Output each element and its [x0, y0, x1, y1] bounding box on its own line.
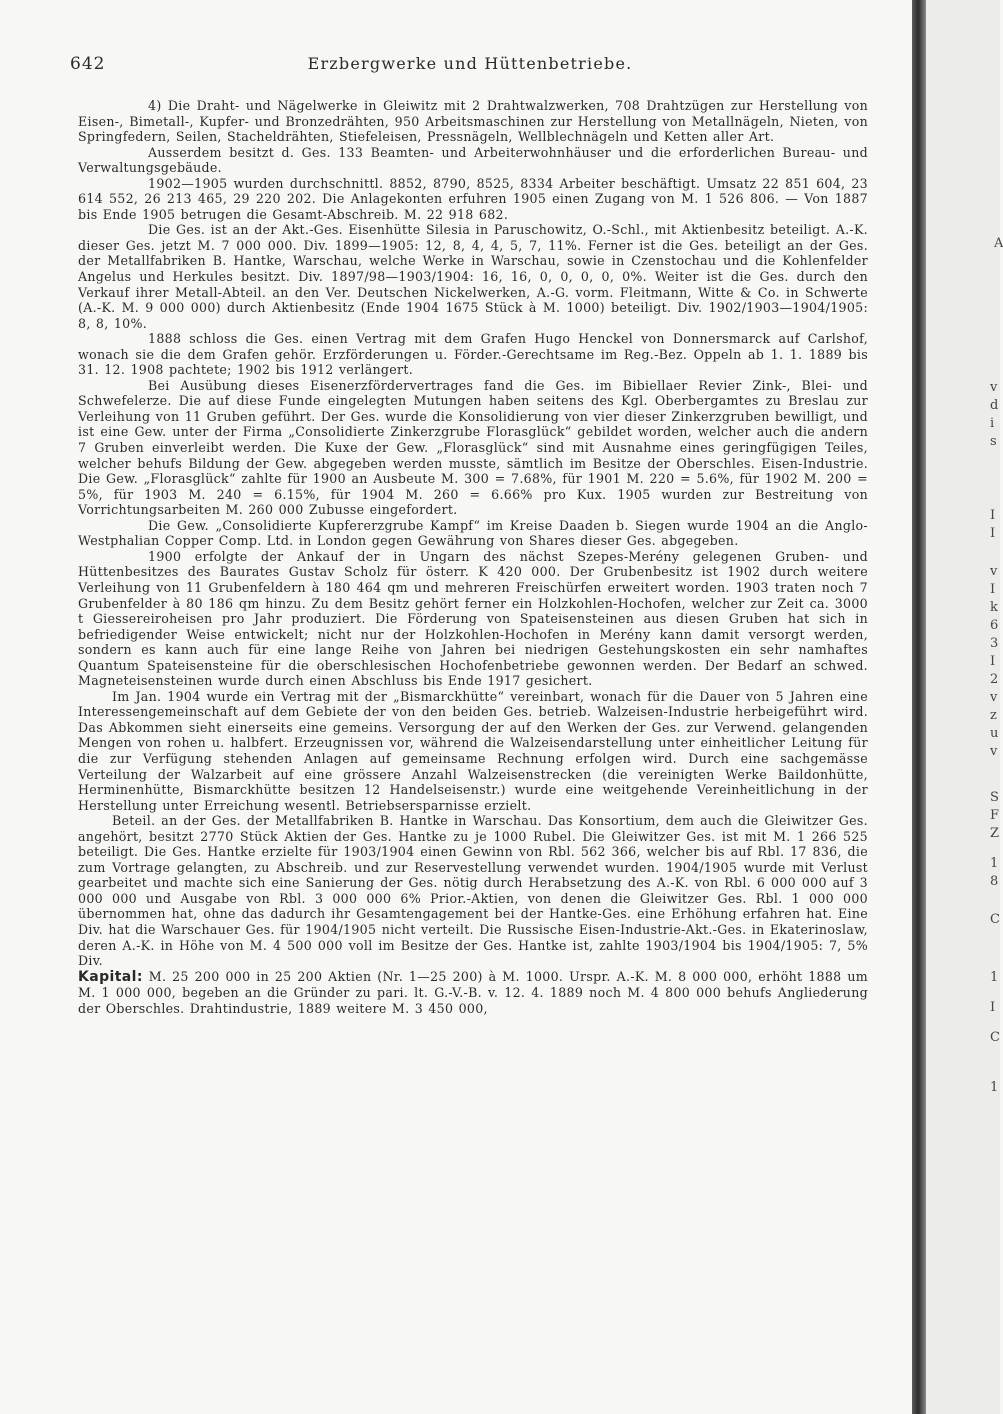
paragraph-kupfererzgrube-kampf: Die Gew. „Consolidierte Kupfererzgrube Kampf“ im Kreise Daaden b. Siegen wurde 1904 an die Anglo-Westphalian Copper Comp. Ltd. in London gegen Gewährung von Shares dieser Ges. abgegeben. [78, 517, 868, 549]
margin-letter: I [990, 582, 996, 597]
paragraph-kapital [78, 969, 868, 1017]
kapital-label: Kapital: [78, 968, 143, 985]
margin-letter: 1 [990, 856, 999, 871]
margin-letter: z [990, 708, 997, 723]
paragraph-wohnhaeuser: Ausserdem besitzt d. Ges. 133 Beamten- und Arbeiterwohnhäuser und die erforderlichen Bureau- und Verwaltungsgebäude. [78, 144, 868, 176]
page-number: 642 [70, 54, 106, 74]
running-title: Erzbergwerke und Hüttenbetriebe. [307, 54, 633, 73]
paragraph-bismarckhuette: Im Jan. 1904 wurde ein Vertrag mit der „Bismarckhütte“ vereinbart, wonach für die Dauer von 5 Jahren eine Interessengemeinschaft auf dem Gebiete der von den beiden Ges. betrieb. Walzeisen-Industrie herbeigeführt wird. Das Abkommen sieht einerseits eine gemeins. Versorgung der auf den Werken der Ges. zur Verwend. gelangenden Mengen von rohen u. halbfert. Erzeugnissen vor, während die Walzeisendarstellung unter einheitlicher Leitung für die zur Verfügung stehenden Anlagen auf gemeinsame Rechnung erfolgen wird. Durch eine sachgemässe Verteilung der Walzarbeit auf eine grössere Anzahl Walzeisenstrecken (die vereinigten Werke Baildonhütte, Herminenhütte, Bismarckhütte besitzen 12 Handelseisenstr.) wurde eine weitgehende Vereinheitlichung in der Herstellung unter Erreichung wesentl. Betriebsersparnisse erzielt. [78, 688, 868, 813]
paragraph-vertrag-henckel: 1888 schloss die Ges. einen Vertrag mit dem Grafen Hugo Henckel von Donnersmarck auf Carlshof, wonach sie die dem Grafen gehör. Erzförderungen u. Förder.-Gerechtsame im Reg.-Bez. Oppeln ab 1. 1. 1889 bis 31. 12. 1908 pachtete; 1902 bis 1912 verlängert. [78, 331, 868, 378]
margin-letter: 8 [990, 874, 999, 889]
adjacent-page-strip [926, 0, 1003, 1414]
margin-letter: Z [990, 826, 1000, 841]
margin-letter: A [994, 236, 1003, 251]
margin-letter: I [990, 654, 996, 669]
margin-letter: d [990, 398, 999, 413]
margin-letter: F [990, 808, 1000, 823]
margin-letter: k [990, 600, 998, 615]
margin-letter: i [990, 416, 995, 431]
paragraph-hantke: Beteil. an der Ges. der Metallfabriken B. Hantke in Warschau. Das Konsortium, dem auch die Gleiwitzer Ges. angehört, besitzt 2770 Stück Aktien der Ges. Hantke zu je 1000 Rubel. Die Gleiwitzer Ges. ist mit M. 1 266 525 beteiligt. Die Ges. Hantke erzielte für 1903/1904 einen Gewinn von Rbl. 562 366, welcher bis auf Rbl. 17 836, die zum Vortrage gelangten, zu Abschreib. und zur Reservestellung verwendet wurden. 1904/1905 wurde mit Verlust gearbeitet und machte sich eine Sanierung der Ges. nötig durch Herabsetzung des A.-K. von Rbl. 6 000 000 auf 3 000 000 und Ausgabe von Rbl. 3 000 000 6% Prior.-Aktien, von denen die Gleiwitzer Ges. Rbl. 1 000 000 übernommen hat, ohne das dadurch ihr Gesamtengagement bei der Hantke-Ges. eine Erhöhung erfahren hat. Eine Div. hat die Warschauer Ges. für 1904/1905 nicht verteilt. Die Russische Eisen-Industrie-Akt.-Ges. in Ekaterinoslaw, deren A.-K. in Höhe von M. 4 500 000 voll im Besitze der Ges. Hantke ist, zahlte 1903/1904 bis 1904/1905: 7, 5% Div. [78, 813, 868, 969]
margin-letter: 1 [990, 970, 999, 985]
margin-letter: 2 [990, 672, 999, 687]
margin-letter: I [990, 526, 996, 541]
kapital-text: M. 25 200 000 in 25 200 Aktien (Nr. 1—25 200) à M. 1000. Urspr. A.-K. M. 8 000 000, erhöht 1888 um M. 1 000 000, begeben an die Gründer zu pari. lt. G.-V.-B. v. 12. 4. 1889 noch M. 4 800 000 behufs Angliederung der Oberschles. Drahtindustrie, 1889 weitere M. 3 450 000, [78, 968, 869, 1016]
margin-letter: v [990, 564, 998, 579]
page-binding-edge [912, 0, 926, 1414]
paragraph-beteiligungen: Die Ges. ist an der Akt.-Ges. Eisenhütte Silesia in Paruschowitz, O.-Schl., mit Aktienbesitz beteiligt. A.-K. dieser Ges. jetzt M. 7 000 000. Div. 1899—1905: 12, 8, 4, 4, 5, 7, 11%. Ferner ist die Ges. beteiligt an der Ges. der Metallfabriken B. Hantke, Warschau, welche Werke in Warschau, sowie in Czenstochau und die Kohlenfelder Angelus und Herkules besitzt. Div. 1897/98—1903/1904: 16, 16, 0, 0, 0, 0, 0%. Weiter ist die Ges. durch den Verkauf ihrer Metall-Abteil. an den Ver. Deutschen Nickelwerken, A.-G. vorm. Fleitmann, Witte & Co. in Schwerte (A.-K. M. 9 000 000) durch Aktienbesitz (Ende 1904 1675 Stück à M. 1000) beteiligt. Div. 1902/1903—1904/1905: 8, 8, 10%. [78, 222, 868, 331]
margin-letter: I [990, 1000, 996, 1015]
margin-letter: v [990, 744, 998, 759]
margin-letter: s [990, 434, 997, 449]
margin-letter: u [990, 726, 999, 741]
margin-letter: 1 [990, 1080, 999, 1095]
margin-letter: 3 [990, 636, 999, 651]
paragraph-draht-naegelwerke: 4) Die Draht- und Nägelwerke in Gleiwitz mit 2 Drahtwalzwerken, 708 Drahtzügen zur Herstellung von Eisen-, Bimetall-, Kupfer- und Bronzedrähten, 950 Arbeitsmaschinen zur Herstellung von Metallnägeln, Nieten, von Springfedern, Seilen, Stacheldrähten, Stiefeleisen, Pressnägeln, Wellblechnägeln und Ketten aller Art. [78, 98, 868, 145]
body-text [78, 98, 868, 1016]
paragraph-arbeiter-umsatz: 1902—1905 wurden durchschnittl. 8852, 8790, 8525, 8334 Arbeiter beschäftigt. Umsatz 22 851 604, 23 614 552, 26 213 465, 29 220 202. Die Anlagekonten erfuhren 1905 einen Zugang von M. 1 526 806. — Von 1887 bis Ende 1905 betrugen die Gesamt-Abschreib. M. 22 918 682. [78, 175, 868, 222]
page-header [70, 54, 870, 78]
margin-letter: C [990, 912, 1000, 927]
margin-letter: v [990, 690, 998, 705]
paragraph-florasglueck: Bei Ausübung dieses Eisenerzfördervertrages fand die Ges. im Bibiellaer Revier Zink-, Blei- und Schwefelerze. Die auf diese Funde eingelegten Mutungen haben seitens des Kgl. Oberbergamtes zu Breslau zur Verleihung von 11 Gruben geführt. Der Ges. wurde die Konsolidierung von vier dieser Zinkerzgruben bewilligt, und ist eine Gew. unter der Firma „Consolidierte Zinkerzgrube Florasglück“ gebildet worden, welcher auch die andern 7 Gruben einverleibt werden. Die Kuxe der Gew. „Florasglück“ sind mit Ausnahme eines geringfügigen Teiles, welcher behufs Bildung der Gew. abgegeben werden musste, sämtlich im Besitze der Oberschles. Eisen-Industrie. Die Gew. „Florasglück“ zahlte für 1900 an Ausbeute M. 300 = 7.68%, für 1901 M. 220 = 5.6%, für 1902 M. 200 = 5%, für 1903 M. 240 = 6.15%, für 1904 M. 260 = 6.66% pro Kux. 1905 wurden zur Bestreitung von Vorrichtungsarbeiten M. 260 000 Zubusse eingefordert. [78, 377, 868, 518]
margin-letter: C [990, 1030, 1000, 1045]
margin-letter: S [990, 790, 999, 805]
margin-letter: v [990, 380, 998, 395]
margin-letter: I [990, 508, 996, 523]
margin-letter: 6 [990, 618, 999, 633]
paragraph-ungarn-merenyi: 1900 erfolgte der Ankauf der in Ungarn des nächst Szepes-Merény gelegenen Gruben- und Hüttenbesitzes des Baurates Gustav Scholz für österr. K 420 000. Der Grubenbesitz ist 1902 durch weitere Verleihung von 11 Grubenfeldern à 180 464 qm und mehreren Freischürfen erweitert worden. 1903 traten noch 7 Grubenfelder à 80 186 qm hinzu. Zu dem Besitz gehört ferner ein Holzkohlen-Hochofen, welcher zur Zeit ca. 3000 t Giessereiroheisen pro Jahr produziert. Die Förderung von Spateisensteinen aus diesen Gruben hat sich in befriedigender Weise entwickelt; nicht nur der Holzkohlen-Hochofen in Merény kann damit versorgt werden, sondern es kann auch für eine lange Reihe von Jahren bei niedrigen Gestehungskosten ein sehr namhaftes Quantum Spateisensteine für die oberschlesischen Hochofenbetriebe gewonnen werden. Der Bedarf an schwed. Magneteisensteinen wurde durch einen Abschluss bis Ende 1917 gesichert. [78, 548, 868, 689]
